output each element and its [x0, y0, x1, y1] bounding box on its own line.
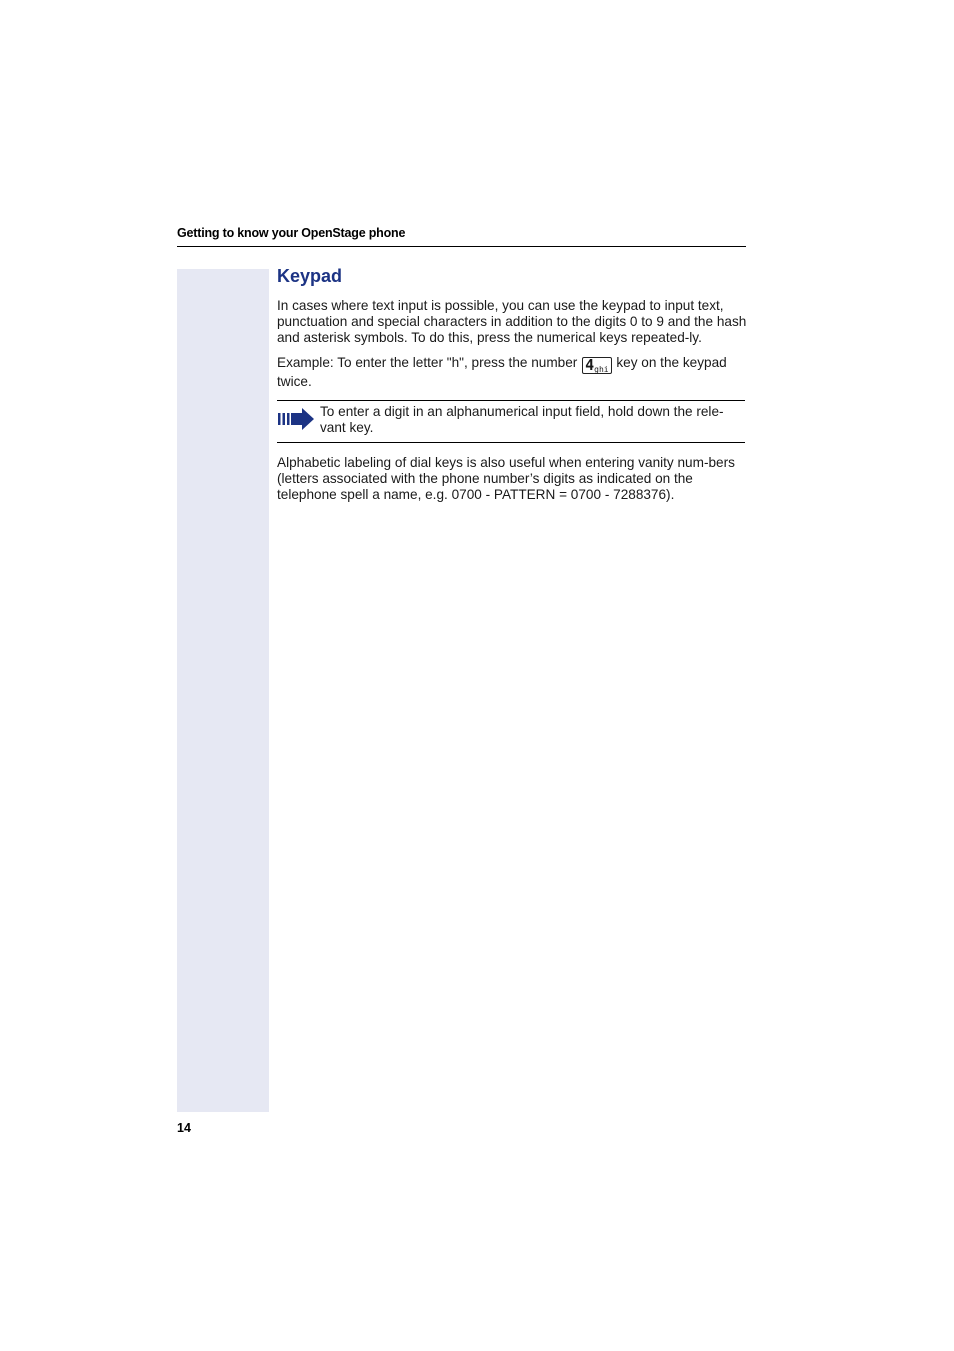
side-column [177, 269, 269, 1112]
page-number: 14 [177, 1121, 191, 1135]
note-text: To enter a digit in an alphanumerical input field, hold down the rele-vant key. [320, 404, 724, 435]
note-box [277, 400, 745, 443]
main-content [277, 264, 747, 512]
running-header: Getting to know your OpenStage phone [177, 226, 406, 240]
vanity-paragraph: Alphabetic labeling of dial keys is also useful when entering vanity num-bers (letters associated with the phone number’s digits as indicated on the telephone spell a name, e.g. 0700 - PATTERN = 0700 - 7288376). [277, 455, 735, 502]
section-title: Keypad [277, 266, 343, 286]
example-text-before: Example: To enter the letter "h", press the number [277, 355, 582, 370]
header-rule [177, 246, 746, 247]
note-arrow-icon [277, 408, 315, 430]
example-text-after: key on the keypad twice. [277, 355, 727, 389]
example-paragraph [277, 355, 747, 390]
intro-paragraph: In cases where text input is possible, you can use the keypad to input text, punctuation and special characters in addition to the digits 0 to 9 and the hash and asterisk symbols. To do this, press the numerical keys repeated-ly. [277, 298, 747, 345]
key-4-ghi-icon: 4ghi [582, 357, 611, 374]
